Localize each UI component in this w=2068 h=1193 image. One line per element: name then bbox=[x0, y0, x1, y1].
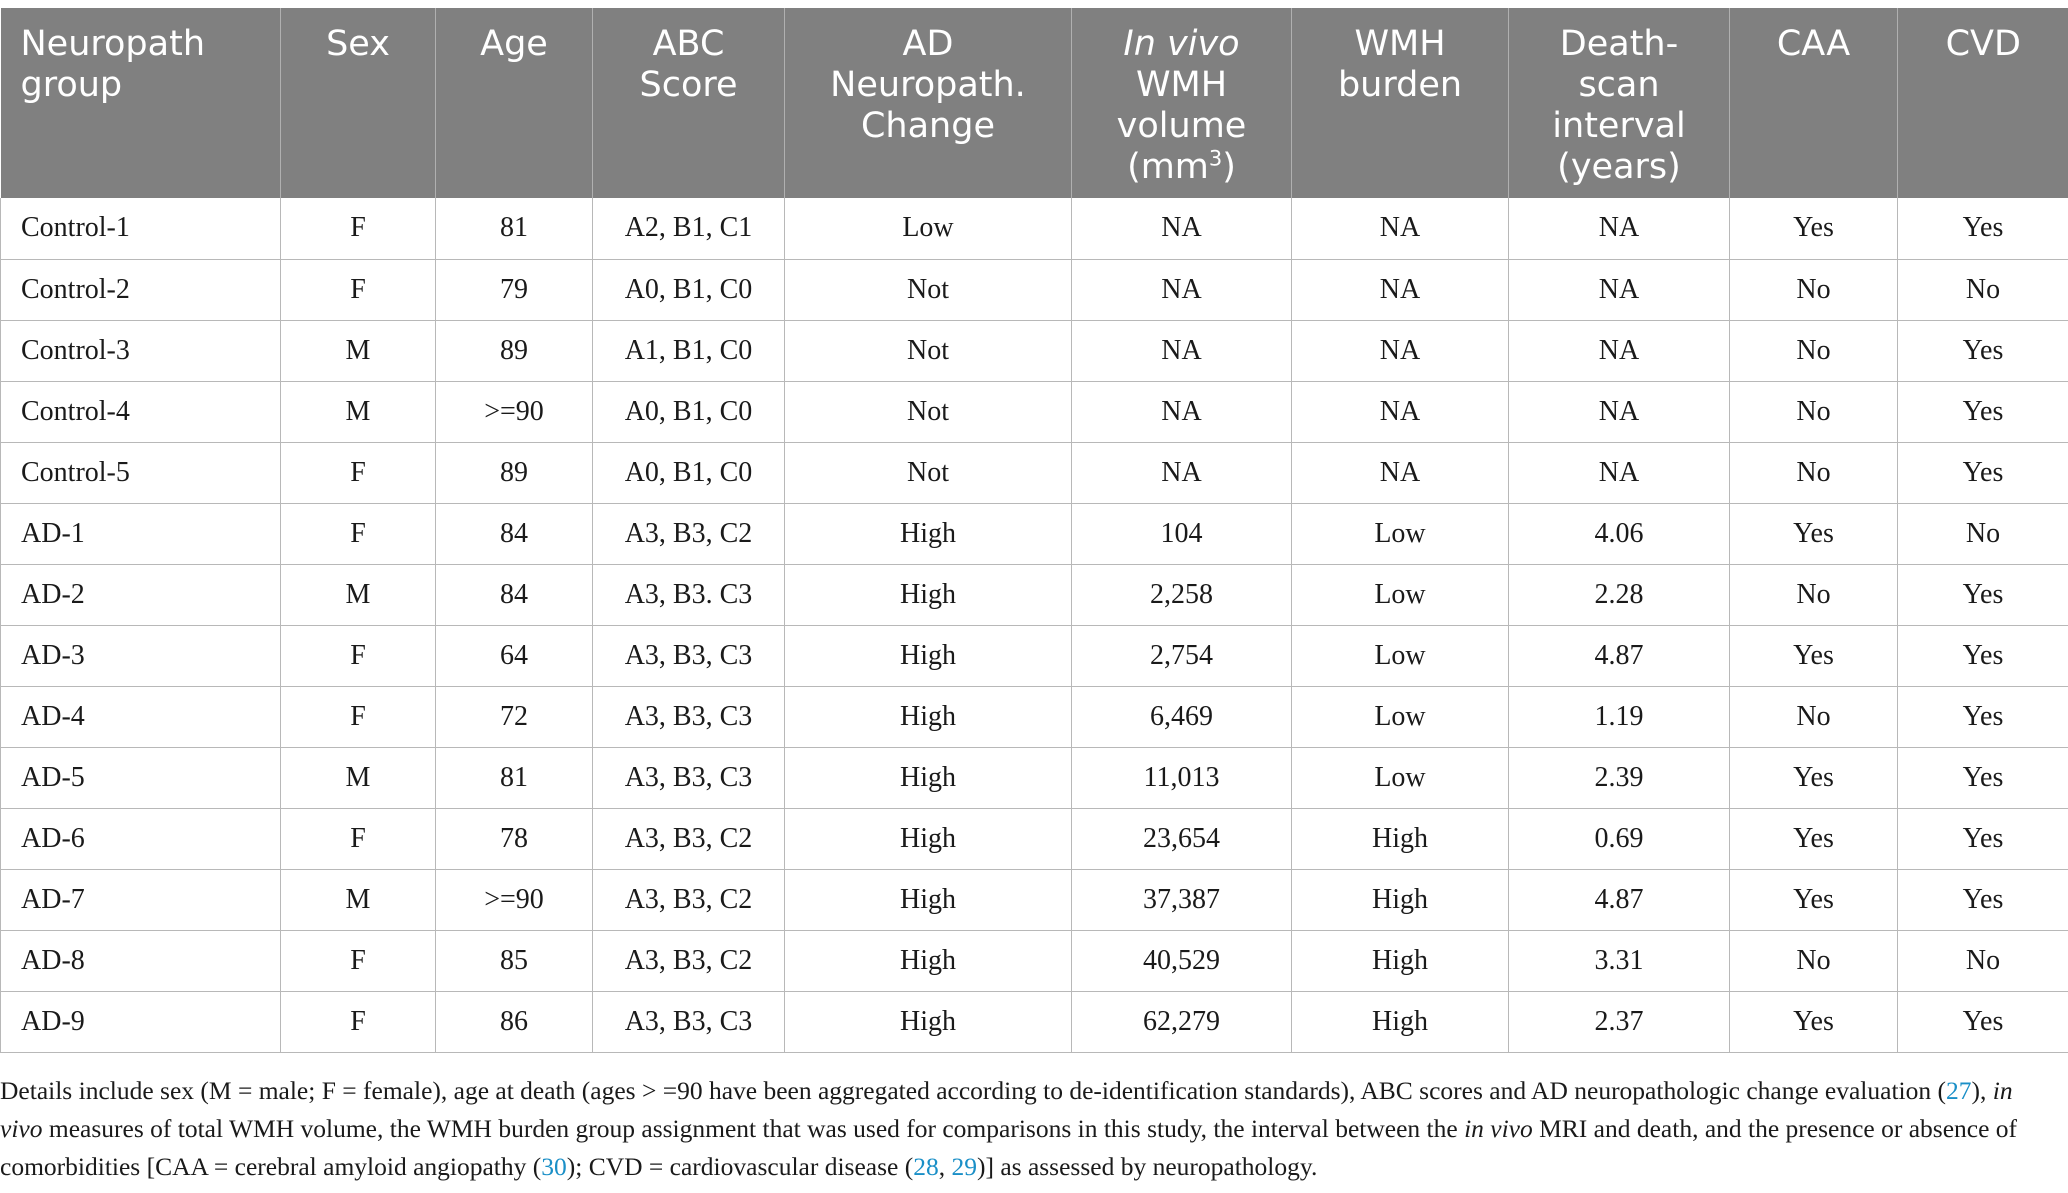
header-text: volume bbox=[1116, 106, 1247, 146]
cell-sex: M bbox=[281, 381, 436, 442]
header-death-scan-interval bbox=[1509, 8, 1730, 198]
header-wmh-volume bbox=[1072, 8, 1292, 198]
cell-caa: No bbox=[1730, 686, 1898, 747]
header-text: interval bbox=[1552, 106, 1686, 146]
cell-abc: A0, B1, C0 bbox=[593, 381, 785, 442]
header-text: Age bbox=[480, 24, 548, 64]
table-row bbox=[1, 198, 2068, 259]
header-text: scan bbox=[1578, 65, 1660, 105]
cell-caa: No bbox=[1730, 320, 1898, 381]
footnote-text: Details include sex (M = male; F = female), age at death (ages > =90 have been aggregated according to de-identification standards), ABC scores and AD neuropathologic change evaluation ( bbox=[0, 1076, 1946, 1105]
cell-wmh-burden: NA bbox=[1292, 259, 1509, 320]
table-row bbox=[1, 808, 2068, 869]
cell-wmh-volume: 6,469 bbox=[1072, 686, 1292, 747]
cell-wmh-burden: High bbox=[1292, 930, 1509, 991]
cell-age: 79 bbox=[436, 259, 593, 320]
header-neuropath-group bbox=[1, 8, 281, 198]
cell-abc: A3, B3. C3 bbox=[593, 564, 785, 625]
unit-prefix: (mm bbox=[1127, 147, 1209, 187]
cell-interval: NA bbox=[1509, 320, 1730, 381]
cell-sex: M bbox=[281, 320, 436, 381]
cell-group: Control-5 bbox=[1, 442, 281, 503]
cell-abc: A3, B3, C3 bbox=[593, 686, 785, 747]
cell-adnc: Not bbox=[785, 381, 1072, 442]
cell-sex: F bbox=[281, 686, 436, 747]
cell-interval: 4.06 bbox=[1509, 503, 1730, 564]
cell-abc: A3, B3, C2 bbox=[593, 808, 785, 869]
table-body bbox=[1, 198, 2068, 1052]
cell-wmh-burden: High bbox=[1292, 808, 1509, 869]
cell-adnc: Low bbox=[785, 198, 1072, 259]
cell-sex: F bbox=[281, 198, 436, 259]
cell-group: AD-9 bbox=[1, 991, 281, 1052]
cell-abc: A3, B3, C2 bbox=[593, 869, 785, 930]
cell-cvd: Yes bbox=[1898, 381, 2068, 442]
cell-caa: Yes bbox=[1730, 991, 1898, 1052]
cell-adnc: Not bbox=[785, 259, 1072, 320]
header-text: WMH bbox=[1135, 65, 1228, 105]
cell-interval: 3.31 bbox=[1509, 930, 1730, 991]
cell-abc: A0, B1, C0 bbox=[593, 442, 785, 503]
cell-abc: A3, B3, C3 bbox=[593, 747, 785, 808]
reference-link-28[interactable]: 28 bbox=[913, 1152, 939, 1181]
cell-adnc: High bbox=[785, 808, 1072, 869]
cell-caa: Yes bbox=[1730, 625, 1898, 686]
cell-age: 64 bbox=[436, 625, 593, 686]
cell-adnc: High bbox=[785, 686, 1072, 747]
cell-caa: Yes bbox=[1730, 808, 1898, 869]
cell-cvd: No bbox=[1898, 503, 2068, 564]
footnote-text: ), bbox=[1971, 1076, 1993, 1105]
header-text: (years) bbox=[1557, 147, 1681, 187]
cell-age: 85 bbox=[436, 930, 593, 991]
cell-abc: A2, B1, C1 bbox=[593, 198, 785, 259]
cell-cvd: Yes bbox=[1898, 198, 2068, 259]
cell-interval: NA bbox=[1509, 259, 1730, 320]
table-footnote bbox=[0, 1072, 2060, 1186]
cell-cvd: Yes bbox=[1898, 442, 2068, 503]
footnote-italic: in vivo bbox=[0, 1076, 2013, 1143]
header-text: Sex bbox=[326, 24, 390, 64]
cell-interval: 2.28 bbox=[1509, 564, 1730, 625]
cell-sex: M bbox=[281, 747, 436, 808]
cell-caa: No bbox=[1730, 259, 1898, 320]
cell-interval: NA bbox=[1509, 442, 1730, 503]
cell-sex: F bbox=[281, 808, 436, 869]
cell-wmh-burden: Low bbox=[1292, 747, 1509, 808]
footnote-text: , bbox=[938, 1152, 952, 1181]
cell-sex: F bbox=[281, 991, 436, 1052]
cell-group: Control-3 bbox=[1, 320, 281, 381]
cell-group: Control-4 bbox=[1, 381, 281, 442]
table-row bbox=[1, 930, 2068, 991]
cell-caa: Yes bbox=[1730, 503, 1898, 564]
cell-cvd: Yes bbox=[1898, 747, 2068, 808]
cell-group: AD-2 bbox=[1, 564, 281, 625]
cell-caa: No bbox=[1730, 564, 1898, 625]
cell-wmh-volume: NA bbox=[1072, 259, 1292, 320]
cell-group: AD-4 bbox=[1, 686, 281, 747]
cell-interval: 4.87 bbox=[1509, 625, 1730, 686]
cell-wmh-volume: 2,258 bbox=[1072, 564, 1292, 625]
header-text: burden bbox=[1337, 65, 1463, 105]
footnote-text: measures of total WMH volume, the WMH burden group assignment that was used for comparisons in this study, the interval between the bbox=[42, 1114, 1465, 1143]
table-row bbox=[1, 991, 2068, 1052]
cell-abc: A3, B3, C3 bbox=[593, 625, 785, 686]
cell-wmh-volume: 23,654 bbox=[1072, 808, 1292, 869]
cell-age: 89 bbox=[436, 442, 593, 503]
cell-group: Control-2 bbox=[1, 259, 281, 320]
cell-wmh-volume: NA bbox=[1072, 442, 1292, 503]
cell-group: Control-1 bbox=[1, 198, 281, 259]
cell-cvd: No bbox=[1898, 930, 2068, 991]
table-row bbox=[1, 564, 2068, 625]
table-container bbox=[0, 8, 2068, 1053]
cell-caa: No bbox=[1730, 442, 1898, 503]
header-row bbox=[1, 8, 2068, 198]
cell-wmh-burden: High bbox=[1292, 991, 1509, 1052]
cell-interval: 4.87 bbox=[1509, 869, 1730, 930]
cell-interval: 1.19 bbox=[1509, 686, 1730, 747]
table-row bbox=[1, 503, 2068, 564]
cell-adnc: High bbox=[785, 625, 1072, 686]
cell-interval: 2.37 bbox=[1509, 991, 1730, 1052]
header-sex bbox=[281, 8, 436, 198]
cell-sex: F bbox=[281, 442, 436, 503]
cell-sex: F bbox=[281, 930, 436, 991]
footnote-text: MRI and death, and the presence or absence of comorbidities [CAA = cerebral amyloid angiopathy ( bbox=[0, 1114, 2018, 1181]
cell-group: AD-7 bbox=[1, 869, 281, 930]
cell-interval: 0.69 bbox=[1509, 808, 1730, 869]
header-text: Death- bbox=[1559, 24, 1679, 64]
header-text: Change bbox=[860, 106, 995, 146]
cell-wmh-burden: Low bbox=[1292, 503, 1509, 564]
cell-abc: A3, B3, C2 bbox=[593, 930, 785, 991]
header-text: ABC bbox=[652, 24, 725, 64]
footnote-text: ); CVD = cardiovascular disease ( bbox=[566, 1152, 914, 1181]
cell-abc: A0, B1, C0 bbox=[593, 259, 785, 320]
cell-wmh-volume: 2,754 bbox=[1072, 625, 1292, 686]
cell-adnc: Not bbox=[785, 320, 1072, 381]
cell-wmh-volume: 62,279 bbox=[1072, 991, 1292, 1052]
cell-wmh-burden: Low bbox=[1292, 625, 1509, 686]
cell-cvd: Yes bbox=[1898, 625, 2068, 686]
table-row bbox=[1, 259, 2068, 320]
cell-caa: No bbox=[1730, 930, 1898, 991]
header-text: Neuropath. bbox=[830, 65, 1026, 105]
table-row bbox=[1, 869, 2068, 930]
footnote-italic: in vivo bbox=[1464, 1114, 1533, 1143]
cell-adnc: High bbox=[785, 564, 1072, 625]
header-wmh-burden bbox=[1292, 8, 1509, 198]
cell-abc: A3, B3, C3 bbox=[593, 991, 785, 1052]
unit-superscript: 3 bbox=[1208, 146, 1223, 171]
header-caa bbox=[1730, 8, 1898, 198]
reference-link-30[interactable]: 30 bbox=[541, 1152, 567, 1181]
footnote-text: )] as assessed by neuropathology. bbox=[976, 1152, 1318, 1181]
cell-adnc: High bbox=[785, 930, 1072, 991]
unit-suffix: ) bbox=[1222, 147, 1236, 187]
cell-abc: A1, B1, C0 bbox=[593, 320, 785, 381]
table-row bbox=[1, 625, 2068, 686]
cell-adnc: High bbox=[785, 991, 1072, 1052]
header-text: Score bbox=[639, 65, 738, 105]
cell-caa: Yes bbox=[1730, 747, 1898, 808]
table-row bbox=[1, 747, 2068, 808]
cell-abc: A3, B3, C2 bbox=[593, 503, 785, 564]
table-row bbox=[1, 442, 2068, 503]
cell-wmh-volume: 11,013 bbox=[1072, 747, 1292, 808]
cell-cvd: Yes bbox=[1898, 869, 2068, 930]
cell-wmh-volume: 40,529 bbox=[1072, 930, 1292, 991]
cell-wmh-volume: NA bbox=[1072, 381, 1292, 442]
cell-cvd: No bbox=[1898, 259, 2068, 320]
cell-cvd: Yes bbox=[1898, 564, 2068, 625]
cell-cvd: Yes bbox=[1898, 686, 2068, 747]
cell-group: AD-1 bbox=[1, 503, 281, 564]
cell-interval: NA bbox=[1509, 198, 1730, 259]
cell-age: 84 bbox=[436, 503, 593, 564]
neuropathology-table bbox=[0, 8, 2068, 1053]
cell-adnc: High bbox=[785, 747, 1072, 808]
cell-adnc: High bbox=[785, 503, 1072, 564]
header-unit bbox=[1084, 147, 1279, 188]
header-text: WMH bbox=[1354, 24, 1446, 64]
cell-age: 81 bbox=[436, 198, 593, 259]
cell-age: 72 bbox=[436, 686, 593, 747]
cell-interval: 2.39 bbox=[1509, 747, 1730, 808]
cell-age: 81 bbox=[436, 747, 593, 808]
cell-caa: No bbox=[1730, 381, 1898, 442]
cell-wmh-burden: Low bbox=[1292, 686, 1509, 747]
cell-group: AD-3 bbox=[1, 625, 281, 686]
cell-sex: M bbox=[281, 564, 436, 625]
cell-age: >=90 bbox=[436, 869, 593, 930]
reference-link-27[interactable]: 27 bbox=[1945, 1076, 1972, 1105]
header-cvd bbox=[1898, 8, 2068, 198]
cell-cvd: Yes bbox=[1898, 808, 2068, 869]
header-text: group bbox=[20, 65, 123, 105]
cell-group: AD-8 bbox=[1, 930, 281, 991]
cell-group: AD-5 bbox=[1, 747, 281, 808]
cell-wmh-burden: NA bbox=[1292, 320, 1509, 381]
table-header bbox=[1, 8, 2068, 198]
cell-interval: NA bbox=[1509, 381, 1730, 442]
cell-age: >=90 bbox=[436, 381, 593, 442]
cell-age: 86 bbox=[436, 991, 593, 1052]
header-text: AD bbox=[902, 24, 954, 64]
cell-sex: F bbox=[281, 259, 436, 320]
cell-wmh-burden: Low bbox=[1292, 564, 1509, 625]
cell-age: 78 bbox=[436, 808, 593, 869]
cell-wmh-burden: NA bbox=[1292, 198, 1509, 259]
cell-cvd: Yes bbox=[1898, 991, 2068, 1052]
cell-wmh-burden: High bbox=[1292, 869, 1509, 930]
header-age bbox=[436, 8, 593, 198]
cell-sex: M bbox=[281, 869, 436, 930]
header-text: In vivo bbox=[1123, 24, 1240, 64]
cell-group: AD-6 bbox=[1, 808, 281, 869]
table-row bbox=[1, 381, 2068, 442]
cell-caa: Yes bbox=[1730, 869, 1898, 930]
cell-sex: F bbox=[281, 503, 436, 564]
reference-link-29[interactable]: 29 bbox=[951, 1152, 977, 1181]
cell-wmh-volume: 104 bbox=[1072, 503, 1292, 564]
cell-wmh-volume: NA bbox=[1072, 198, 1292, 259]
cell-age: 89 bbox=[436, 320, 593, 381]
header-text: CAA bbox=[1776, 24, 1851, 64]
cell-cvd: Yes bbox=[1898, 320, 2068, 381]
header-text: Neuropath bbox=[20, 24, 206, 64]
cell-age: 84 bbox=[436, 564, 593, 625]
header-abc-score bbox=[593, 8, 785, 198]
table-row bbox=[1, 686, 2068, 747]
cell-wmh-volume: NA bbox=[1072, 320, 1292, 381]
cell-wmh-burden: NA bbox=[1292, 442, 1509, 503]
cell-wmh-volume: 37,387 bbox=[1072, 869, 1292, 930]
header-text: CVD bbox=[1945, 24, 2021, 64]
cell-adnc: High bbox=[785, 869, 1072, 930]
table-row bbox=[1, 320, 2068, 381]
cell-sex: F bbox=[281, 625, 436, 686]
cell-caa: Yes bbox=[1730, 198, 1898, 259]
cell-wmh-burden: NA bbox=[1292, 381, 1509, 442]
header-ad-neuropath-change bbox=[785, 8, 1072, 198]
cell-adnc: Not bbox=[785, 442, 1072, 503]
